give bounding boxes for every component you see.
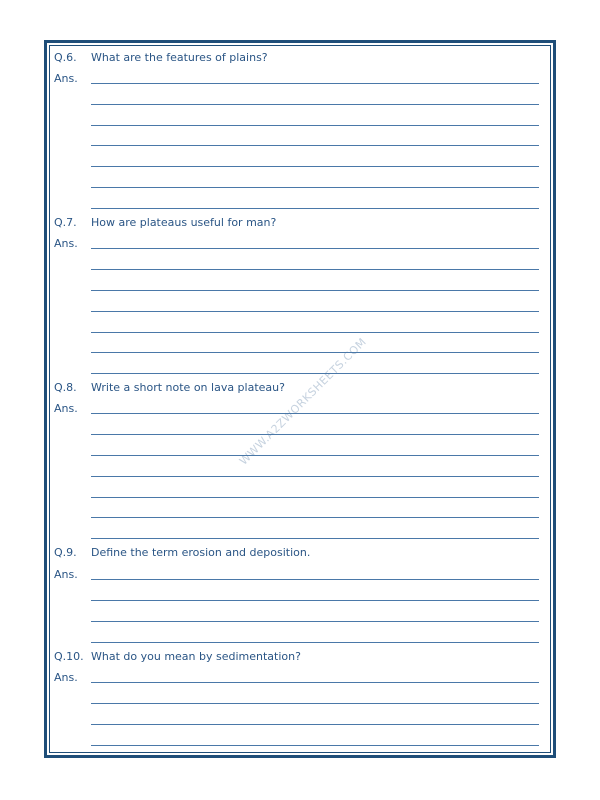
answer-line [91, 125, 539, 126]
answer-label: Ans. [54, 671, 78, 684]
answer-line [91, 269, 539, 270]
question-text: How are plateaus useful for man? [91, 216, 277, 229]
answer-label: Ans. [54, 237, 78, 250]
answer-line [91, 476, 539, 477]
answer-line [91, 434, 539, 435]
answer-line [91, 373, 539, 374]
answer-line [91, 642, 539, 643]
answer-line [91, 497, 539, 498]
question-number: Q.7. [54, 216, 77, 229]
question-text: Define the term erosion and deposition. [91, 546, 311, 559]
answer-line [91, 538, 539, 539]
question-text: What are the features of plains? [91, 51, 268, 64]
answer-label: Ans. [54, 72, 78, 85]
answer-line [91, 145, 539, 146]
answer-line [91, 724, 539, 725]
question-text: What do you mean by sedimentation? [91, 650, 301, 663]
answer-line [91, 745, 539, 746]
answer-line [91, 332, 539, 333]
answer-label: Ans. [54, 402, 78, 415]
answer-line [91, 600, 539, 601]
answer-line [91, 166, 539, 167]
question-number: Q.8. [54, 381, 77, 394]
question-number: Q.6. [54, 51, 77, 64]
question-number: Q.10. [54, 650, 84, 663]
answer-line [91, 352, 539, 353]
answer-line [91, 517, 539, 518]
answer-line [91, 703, 539, 704]
answer-line [91, 311, 539, 312]
answer-line [91, 104, 539, 105]
answer-line [91, 621, 539, 622]
answer-line [91, 413, 539, 414]
answer-line [91, 187, 539, 188]
answer-line [91, 83, 539, 84]
question-number: Q.9. [54, 546, 77, 559]
answer-line [91, 208, 539, 209]
answer-line [91, 248, 539, 249]
answer-line [91, 579, 539, 580]
answer-line [91, 290, 539, 291]
question-text: Write a short note on lava plateau? [91, 381, 285, 394]
answer-line [91, 682, 539, 683]
answer-line [91, 455, 539, 456]
answer-label: Ans. [54, 568, 78, 581]
watermark: WWW.A2ZWORKSHEETS.COM [236, 335, 370, 468]
